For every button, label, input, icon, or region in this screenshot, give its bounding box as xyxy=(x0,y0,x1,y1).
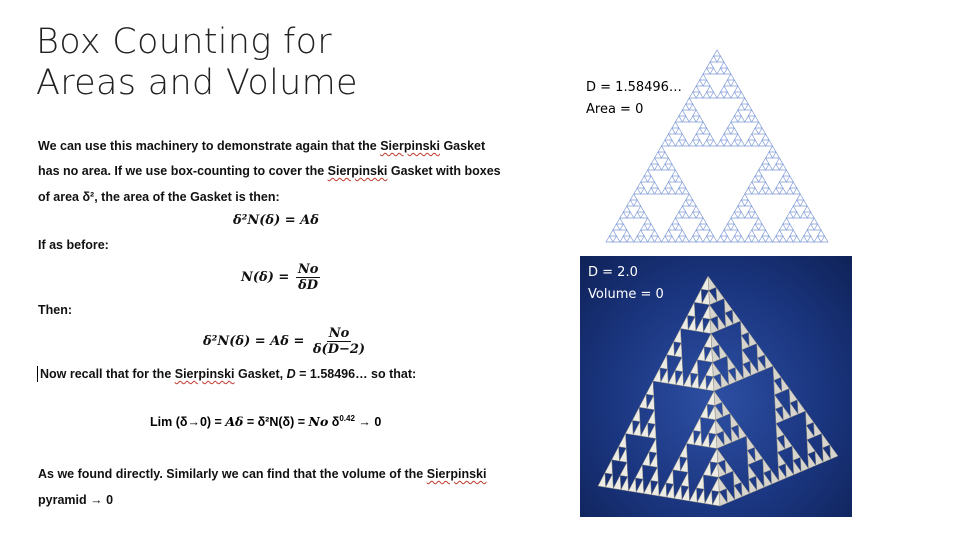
equation-n-delta: N(δ) = $\frac{No}{\delta D}$ xyxy=(241,262,319,293)
conclusion-line-1: As we found directly. Similarly we can find that the volume of the Sierpinski xyxy=(38,467,487,481)
pyramid-label: D = 2.0 Volume = 0 xyxy=(588,265,664,302)
fraction: $\frac{No}{\delta D}$ xyxy=(297,262,319,293)
title-line-1: Box Counting for xyxy=(36,22,332,62)
equation-area-fraction: δ²N(δ) = Aδ = $\frac{No}{\delta(D-2)}$ xyxy=(203,326,366,357)
equation-area: δ²N(δ) = Aδ xyxy=(233,213,319,228)
title-line-2: Areas and Volume xyxy=(36,63,358,103)
limit-equation: Lim (δ→0) = Aδ = δ²N(δ) = No $\delta^{0.42} \to 0$ xyxy=(150,414,382,430)
if-as-before-text: If as before: xyxy=(38,238,109,252)
fraction: $\frac{No}{\delta(D-2)}$ xyxy=(312,326,366,357)
conclusion-line-2: pyramid → 0 xyxy=(38,493,114,507)
paragraph-line-3: of area δ², the area of the Gasket is then: xyxy=(38,190,280,204)
paragraph-line-1: We can use this machinery to demonstrate again that the Sierpinski Gasket xyxy=(38,139,486,153)
gasket-label: D = 1.58496… Area = 0 xyxy=(586,80,682,117)
slide-title xyxy=(36,22,396,104)
paragraph-line-2: has no area. If we use box-counting to cover the Sierpinski Gasket with boxes xyxy=(38,164,501,178)
text-cursor xyxy=(37,366,38,382)
recall-line: Now recall that for the Sierpinski Gasket, D = 1.58496… so that: xyxy=(40,367,417,381)
sierpinski-pyramid-image xyxy=(580,256,852,517)
then-text: Then: xyxy=(38,303,73,317)
